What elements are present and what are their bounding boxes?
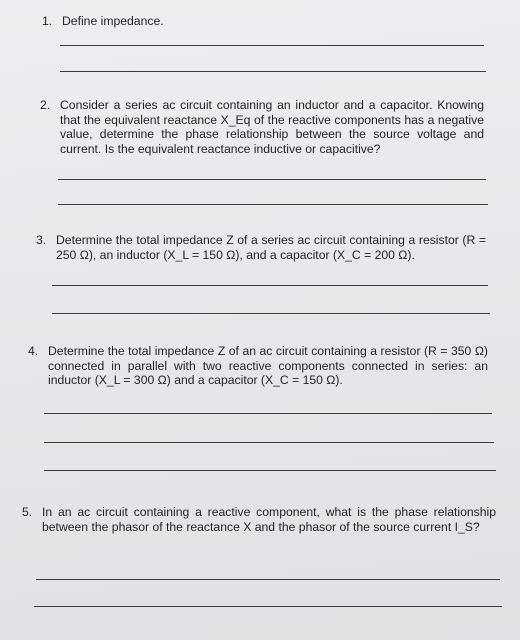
question-number: 4. [28,344,39,358]
question-number: 3. [36,233,47,247]
question-number: 1. [42,14,53,28]
answer-line [34,606,502,607]
question-number: 2. [40,98,51,112]
answer-line [44,470,496,471]
question-text: Determine the total impedance Z of an ac circuit containing a resistor (R = 350 Ω) connected in parallel with two reactive components connected in series: an inductor (X_L = 300 Ω) and a capacitor (X_C = 150 Ω). [48,344,488,388]
question-1 [42,14,482,29]
answer-line [60,45,484,46]
question-number: 5. [22,505,33,519]
question-text: Define impedance. [62,14,164,28]
question-text: Determine the total impedance Z of a series ac circuit containing a resistor (R = 250 Ω), an inductor (X_L = 150 Ω), and a capacitor (X_C = 200 Ω). [56,233,486,262]
question-text: Consider a series ac circuit containing an inductor and a capacitor. Knowing that the equivalent reactance X_Eq of the reactive components has a negative value, determine the phase relationship between the source voltage and current. Is the equivalent reactance inductive or capacitive? [60,98,484,156]
answer-line [36,579,500,580]
answer-line [58,179,486,180]
answer-line [44,413,492,414]
answer-line [58,204,488,205]
question-4 [28,344,488,388]
question-3 [36,233,486,262]
answer-line [52,285,488,286]
answer-line [44,442,494,443]
question-2 [40,98,484,156]
answer-line [60,71,486,72]
question-text: In an ac circuit containing a reactive component, what is the phase relationship between the phasor of the reactance X and the phasor of the source current I_S? [42,505,496,534]
question-5 [22,505,496,534]
answer-line [52,313,490,314]
